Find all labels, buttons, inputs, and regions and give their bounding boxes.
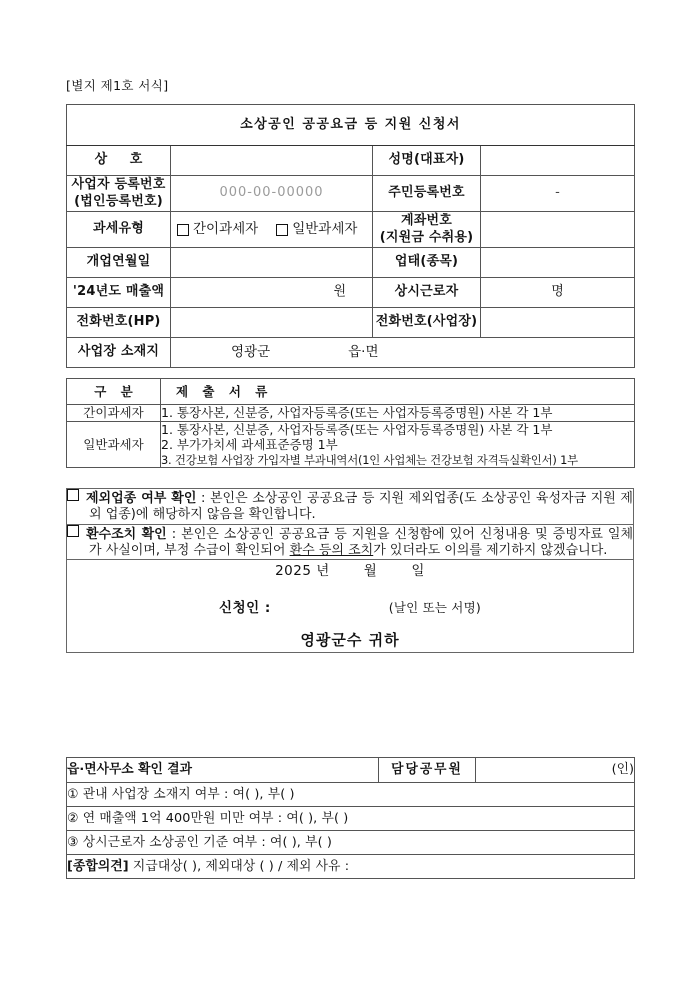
docs-row-type-general: 일반과세자 xyxy=(67,421,161,468)
field-business-category[interactable] xyxy=(481,248,635,278)
field-phone-office[interactable] xyxy=(481,308,635,338)
applicant-info-table xyxy=(66,104,635,368)
docs-header-documents: 제 출 서 류 xyxy=(161,379,635,405)
pledge-item-refund-measure[interactable] xyxy=(67,524,634,560)
field-open-date[interactable] xyxy=(171,248,373,278)
label-account-no-main: 계좌번호 xyxy=(400,213,453,229)
pledge-item-excluded-industry[interactable] xyxy=(67,489,634,525)
doc-item: 3. 건강보험 사업장 가입자별 부과내역서(1인 사업체는 건강보험 자격득실확인서) 1부 xyxy=(161,452,578,467)
office-seal-field[interactable]: (인) xyxy=(476,758,635,783)
label-location: 사업장 소재지 xyxy=(67,338,171,368)
label-tax-type: 과세유형 xyxy=(67,212,171,248)
location-gun-value: 영광군 xyxy=(231,344,271,361)
label-open-date: 개업연월일 xyxy=(67,248,171,278)
docs-header-type: 구 분 xyxy=(67,379,161,405)
field-resident-reg-no[interactable]: - xyxy=(481,176,635,212)
office-review-table xyxy=(66,757,635,879)
docs-row-type-simple: 간이과세자 xyxy=(67,405,161,422)
pledge-table xyxy=(66,488,634,653)
pledge-2-title: 환수조치 확인 xyxy=(86,526,167,542)
pledge-1-title: 제외업종 여부 확인 xyxy=(86,491,197,506)
docs-row-items-simple xyxy=(161,405,635,422)
tax-type-simple-option[interactable] xyxy=(177,221,258,238)
pledge-2-underline: 환수 등의 조치 xyxy=(289,542,374,558)
field-business-name[interactable] xyxy=(171,146,373,176)
seal-note: (날인 또는 서명) xyxy=(388,600,481,616)
signature-day: 일 xyxy=(411,562,425,579)
field-revenue-2024[interactable]: 원 xyxy=(171,278,373,308)
label-biz-reg-no xyxy=(67,176,171,212)
page-title: 소상공인 공공요금 등 지원 신청서 xyxy=(67,105,635,146)
tax-type-general-label: 일반과세자 xyxy=(292,221,358,238)
signature-year: 2025 년 xyxy=(275,562,330,579)
office-check-row-2[interactable]: ② 연 매출액 1억 400만원 미만 여부 : 여( ), 부( ) xyxy=(67,807,635,831)
field-biz-reg-no[interactable]: 000-00-00000 xyxy=(171,176,373,212)
field-account-no[interactable] xyxy=(481,212,635,248)
signature-block xyxy=(67,560,634,653)
office-summary-body: 지급대상( ), 제외대상 ( ) / 제외 사유 : xyxy=(128,858,350,874)
addressee: 영광군수 귀하 xyxy=(300,630,400,649)
form-number-tag: [별지 제1호 서식] xyxy=(66,78,169,93)
label-biz-reg-no-main: 사업자 등록번호 xyxy=(71,177,166,193)
required-documents-table xyxy=(66,378,635,468)
checkbox-icon[interactable] xyxy=(67,489,79,501)
docs-row-items-general xyxy=(161,421,635,468)
label-rep-name: 성명(대표자) xyxy=(373,146,481,176)
field-tax-type[interactable] xyxy=(171,212,373,248)
field-employees[interactable]: 명 xyxy=(481,278,635,308)
field-phone-hp[interactable] xyxy=(171,308,373,338)
label-revenue-2024: '24년도 매출액 xyxy=(67,278,171,308)
doc-item: 2. 부가가치세 과세표준증명 1부 xyxy=(161,437,338,453)
field-location[interactable] xyxy=(171,338,635,368)
checkbox-icon[interactable] xyxy=(177,224,189,236)
label-account-no-sub: (지원금 수취용) xyxy=(379,229,474,245)
label-phone-office: 전화번호(사업장) xyxy=(373,308,481,338)
label-resident-reg-no: 주민등록번호 xyxy=(373,176,481,212)
signature-month: 월 xyxy=(363,562,378,579)
label-phone-hp: 전화번호(HP) xyxy=(67,308,171,338)
label-business-category: 업태(종목) xyxy=(373,248,481,278)
office-header-officer: 담당공무원 xyxy=(379,758,476,783)
doc-item: 1. 통장사본, 신분증, 사업자등록증(또는 사업자등록증명원) 사본 각 1부 xyxy=(161,405,553,420)
signature-line xyxy=(67,600,633,617)
applicant-label: 신청인 : xyxy=(219,599,271,616)
checkbox-icon[interactable] xyxy=(276,224,288,236)
office-summary-label: [종합의견] xyxy=(67,858,129,874)
label-employees: 상시근로자 xyxy=(373,278,481,308)
location-eupmyeon-value: 읍·면 xyxy=(348,344,379,361)
label-account-no xyxy=(373,212,481,248)
pledge-1-body: : 본인은 소상공인 공공요금 등 지원 제외업종(도 소상공인 육성자금 지원 제외 업종)에 해당하지 않음을 확인합니다. xyxy=(89,491,633,523)
office-check-row-1[interactable]: ① 관내 사업장 소재지 여부 : 여( ), 부( ) xyxy=(67,783,635,807)
label-business-name: 상 호 xyxy=(67,146,171,176)
office-summary-row[interactable] xyxy=(67,855,635,879)
checkbox-icon[interactable] xyxy=(67,525,79,537)
doc-item: 1. 통장사본, 신분증, 사업자등록증(또는 사업자등록증명원) 사본 각 1부 xyxy=(161,421,553,437)
field-rep-name[interactable] xyxy=(481,146,635,176)
tax-type-simple-label: 간이과세자 xyxy=(193,221,259,238)
office-header-title: 읍·면사무소 확인 결과 xyxy=(67,758,379,783)
signature-date xyxy=(67,563,633,580)
office-check-row-3[interactable]: ③ 상시근로자 소상공인 기준 여부 : 여( ), 부( ) xyxy=(67,831,635,855)
label-biz-reg-no-sub: (법인등록번호) xyxy=(74,193,163,209)
pledge-2-body-a: : 본인은 소상공인 공공요금 등 지원을 신청함에 있어 신청내용 및 증빙자료 일체가 사실이며, 부정 수급이 확인되어 xyxy=(89,526,634,558)
tax-type-general-option[interactable] xyxy=(276,221,357,238)
pledge-2-body-b: 가 있더라도 이의를 제기하지 않겠습니다. xyxy=(373,542,608,558)
